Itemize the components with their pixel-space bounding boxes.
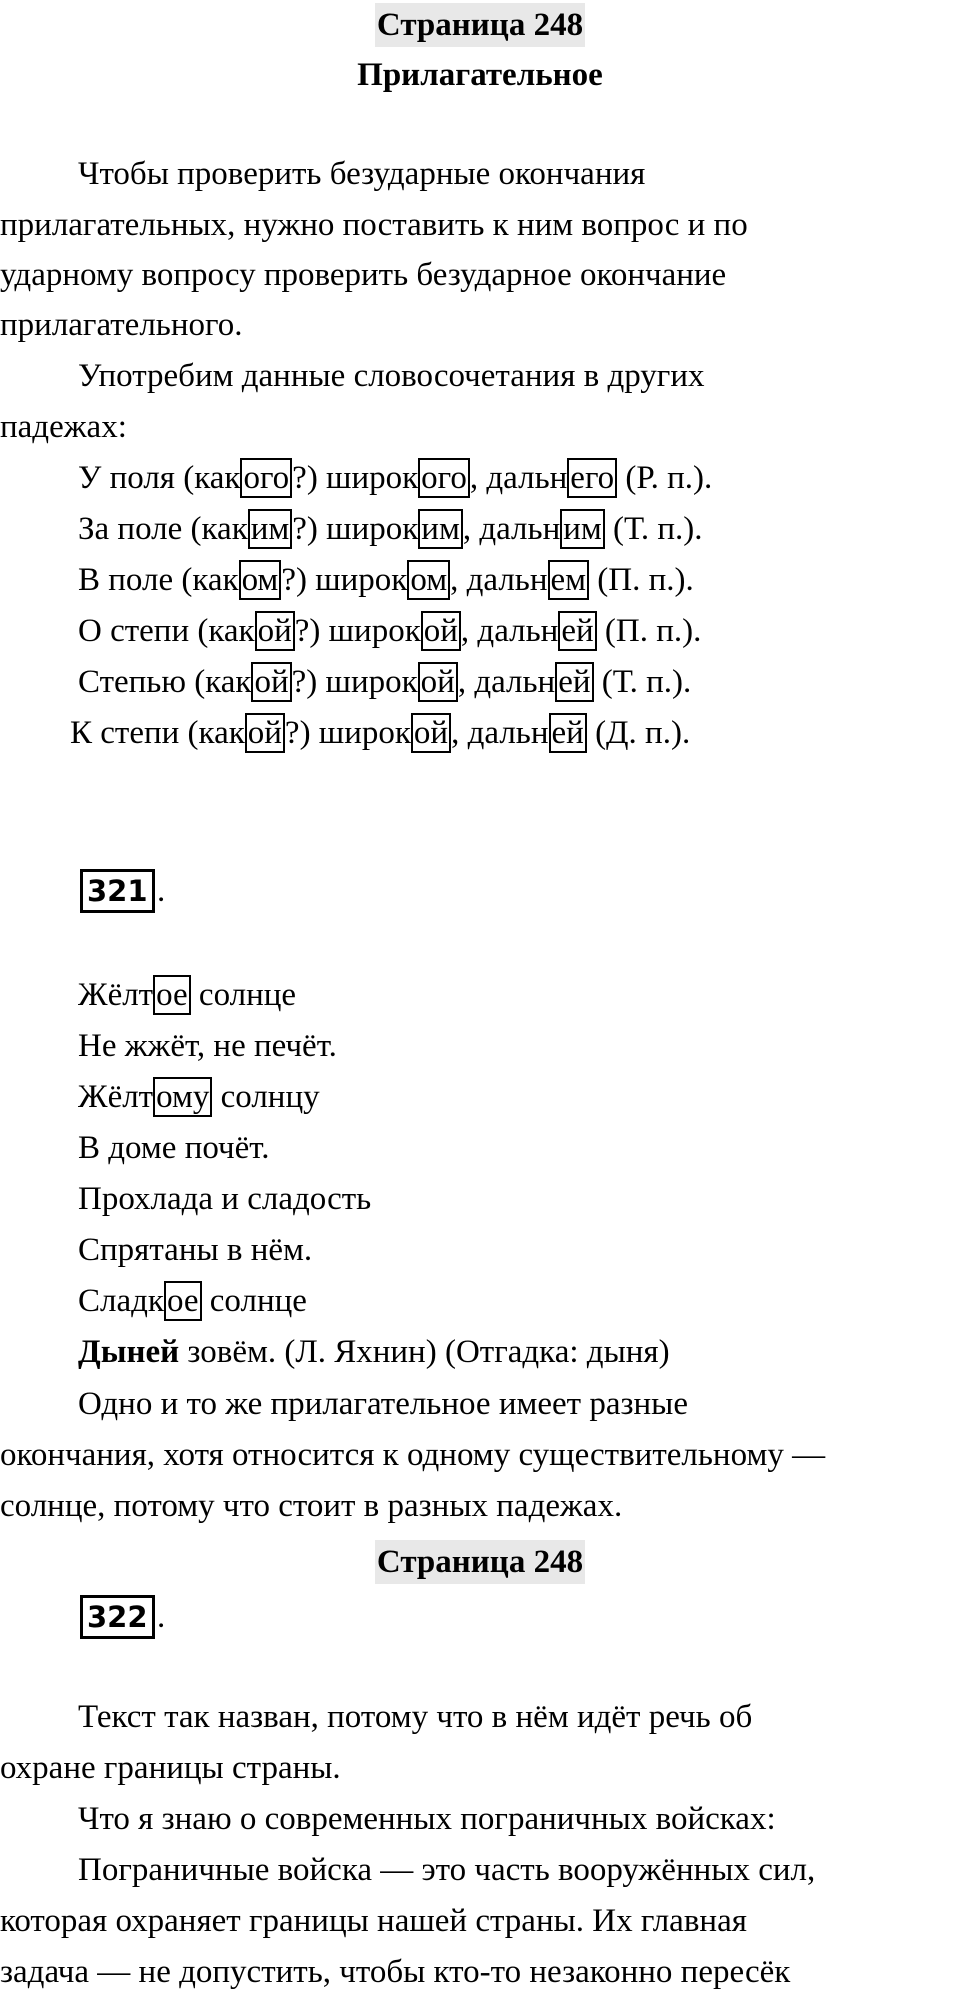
ending-box: ой — [418, 662, 458, 702]
ending-box: ое — [164, 1281, 202, 1321]
section-title: Прилагательное — [357, 57, 603, 93]
ending-box: им — [418, 509, 463, 549]
answer-line: которая охраняет границы нашей страны. Их главная — [0, 1903, 747, 1939]
poem-line: Не жжёт, не печёт. — [78, 1028, 337, 1064]
case-line: У поля (какого?) широкого, дальнего (Р. п.). — [78, 460, 713, 496]
ending-box: ой — [421, 611, 461, 651]
page-number-heading: Страница 248 — [375, 3, 585, 47]
ending-box: ому — [153, 1077, 212, 1117]
poem-line: В доме почёт. — [78, 1130, 270, 1166]
intro-line: Употребим данные словосочетания в других — [78, 358, 705, 394]
ending-box: ем — [548, 560, 590, 600]
ending-box: ого — [418, 458, 470, 498]
ending-box: ом — [239, 560, 282, 600]
answer-line: задача — не допустить, чтобы кто-то незаконно пересёк — [0, 1954, 791, 1990]
answer-line: Что я знаю о современных пограничных войсках: — [78, 1801, 776, 1837]
case-line: Степью (какой?) широкой, дальней (Т. п.). — [78, 664, 692, 700]
exercise-number-dot: . — [157, 1599, 166, 1635]
ending-box: ой — [251, 662, 291, 702]
case-line: О степи (какой?) широкой, дальней (П. п.). — [78, 613, 702, 649]
poem-line: Спрятаны в нём. — [78, 1232, 313, 1268]
explanation-line: Одно и то же прилагательное имеет разные — [78, 1386, 688, 1422]
exercise-number-dot: . — [157, 873, 166, 909]
case-line: За поле (каким?) широким, дальним (Т. п.). — [78, 511, 703, 547]
page-header — [0, 0, 960, 51]
exercise-number-322: 322 — [80, 1595, 155, 1639]
case-line: В поле (каком?) широком, дальнем (П. п.). — [78, 562, 694, 598]
intro-line: падежах: — [0, 409, 127, 445]
poem-line: Сладкое солнце — [78, 1283, 307, 1319]
explanation-line: окончания, хотя относится к одному существительному — — [0, 1437, 826, 1473]
ending-box: им — [248, 509, 293, 549]
ending-box: ом — [407, 560, 450, 600]
answer-line: охране границы страны. — [0, 1750, 341, 1786]
page-header-2 — [0, 1537, 960, 1588]
poem-line: Жёлтое солнце — [78, 977, 297, 1013]
ending-box: ей — [558, 611, 596, 651]
case-line: К степи (какой?) широкой, дальней (Д. п.). — [70, 715, 691, 751]
answer-line: Пограничные войска — это часть вооружённых сил, — [78, 1852, 816, 1888]
exercise-number-321: 321 — [80, 869, 155, 913]
ending-box: его — [567, 458, 617, 498]
ending-box: им — [560, 509, 605, 549]
intro-line: Чтобы проверить безударные окончания — [78, 156, 646, 192]
answer-line: Текст так назван, потому что в нём идёт речь об — [78, 1699, 753, 1735]
ending-box: ого — [240, 458, 292, 498]
intro-line: прилагательного. — [0, 307, 243, 343]
ending-box: ей — [555, 662, 593, 702]
ending-box: ой — [411, 713, 451, 753]
poem-line: Дыней зовём. (Л. Яхнин) (Отгадка: дыня) — [78, 1334, 670, 1370]
ending-box: ой — [245, 713, 285, 753]
explanation-line: солнце, потому что стоит в разных падежах. — [0, 1488, 623, 1524]
poem-line: Жёлтому солнцу — [78, 1079, 320, 1115]
poem-line: Прохлада и сладость — [78, 1181, 372, 1217]
ending-box: ое — [153, 975, 191, 1015]
ending-box: ей — [549, 713, 587, 753]
ending-box: ой — [255, 611, 295, 651]
page-number-heading: Страница 248 — [375, 1540, 585, 1584]
intro-line: ударному вопросу проверить безударное окончание — [0, 257, 727, 293]
intro-line: прилагательных, нужно поставить к ним вопрос и по — [0, 207, 748, 243]
